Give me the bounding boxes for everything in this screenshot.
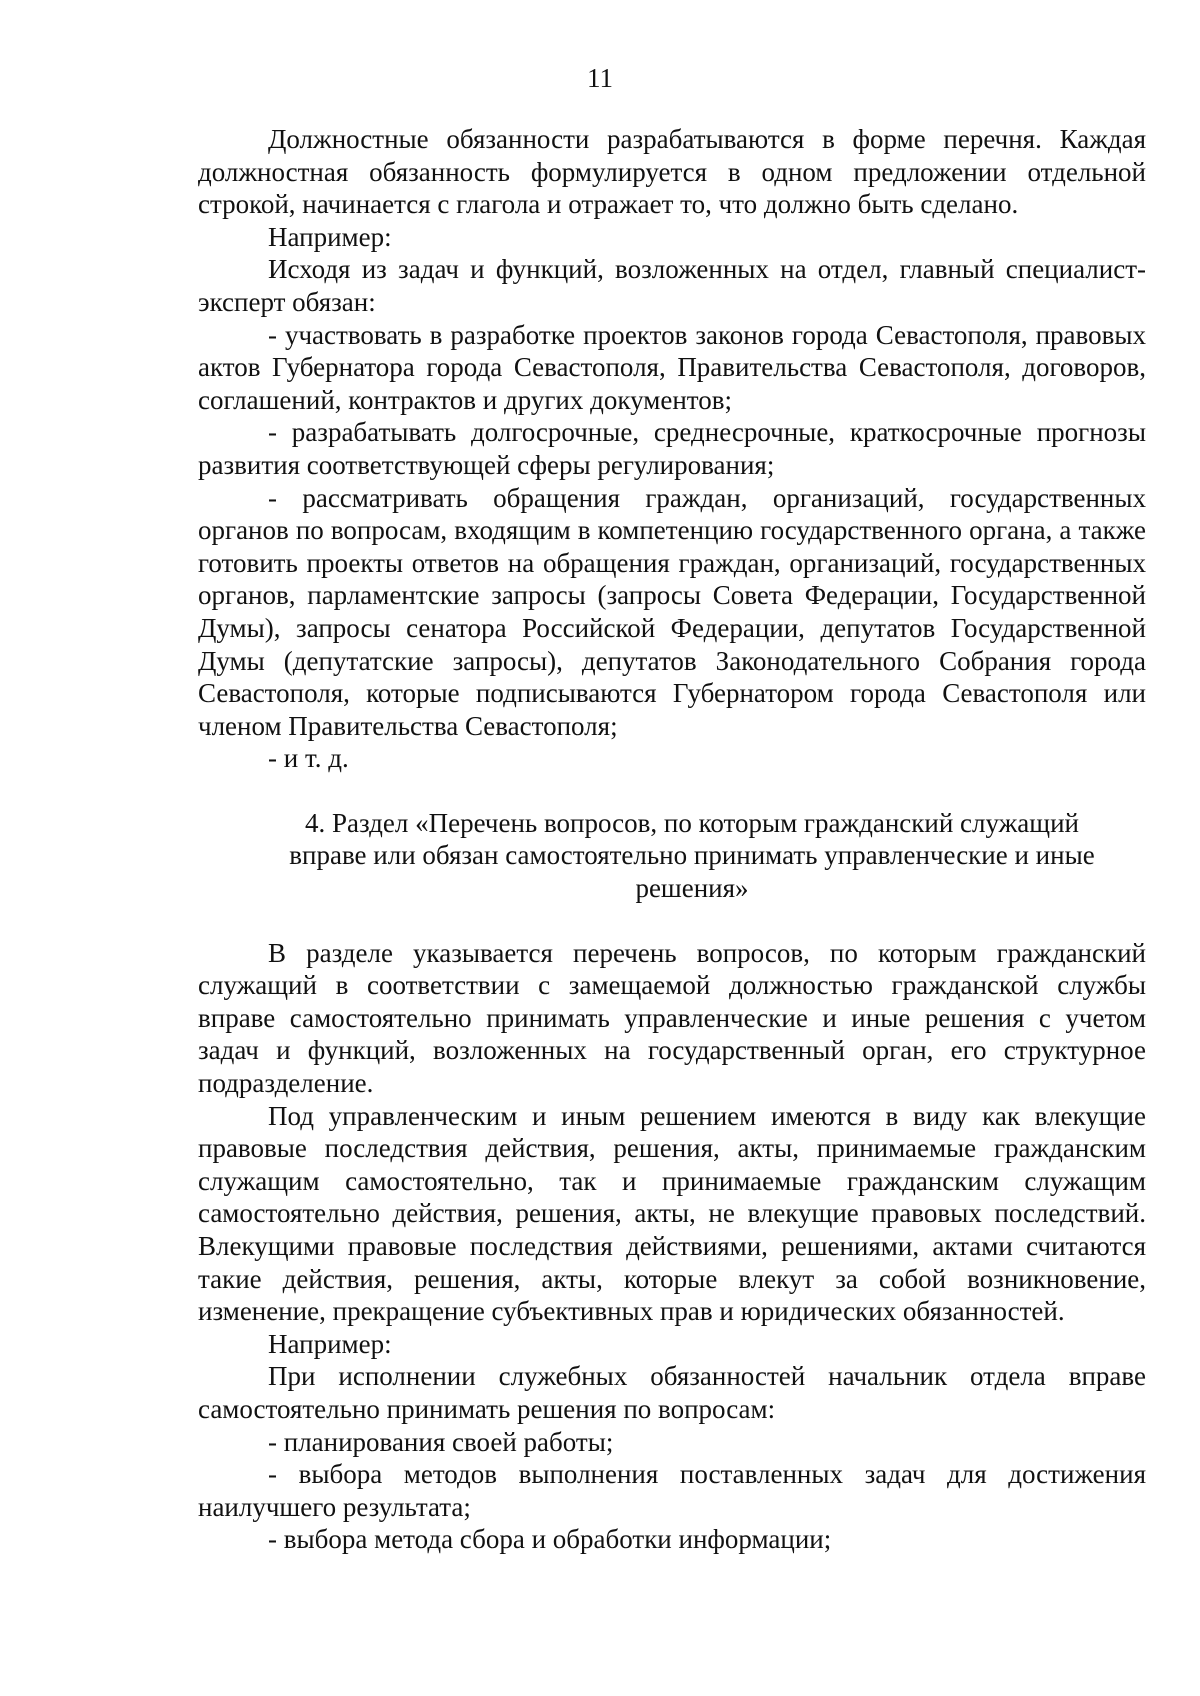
list-item-etc: - и т. д.	[268, 743, 349, 774]
list-item-participate: - участвовать в разработке проектов законов города Севастополя, правовых актов Губернатора города Севастополя, Правительства Севастополя, договоров, соглашений, контрактов и других документов;	[198, 319, 1146, 415]
page-number: 11	[587, 63, 613, 93]
section-heading-line-1: 4. Раздел «Перечень вопросов, по которым гражданский служащий	[305, 807, 1079, 838]
list-item-info-processing: - выбора метода сбора и обработки информации;	[268, 1524, 832, 1555]
list-item-methods: - выбора методов выполнения поставленных задач для достижения наилучшего результата;	[198, 1459, 1146, 1522]
paragraph-head-rights: При исполнении служебных обязанностей начальник отдела вправе самостоятельно принимать решения по вопросам:	[198, 1361, 1146, 1424]
document-body	[198, 123, 1146, 1556]
spacer	[198, 775, 1146, 807]
paragraph-decision-definition: Под управленческим и иным решением имеются в виду как влекущие правовые последствия действия, решения, акты, принимаемые гражданским служащим самостоятельно, так и принимаемые гражданским служащим самостоятельно действия, решения, акты, не влекущие правовых последствий. Влекущими правовые последствия действиями, решениями, актами считаются такие действия, решения, акты, которые влекут за собой возникновение, изменение, прекращение субъективных прав и юридических обязанностей.	[198, 1100, 1146, 1327]
paragraph-duties-format: Должностные обязанности разрабатываются в форме перечня. Каждая должностная обязанность формулируется в одном предложении отдельной строкой, начинается с глагола и отражает то, что должно быть сделано.	[198, 124, 1146, 220]
section-heading-line-3: решения»	[635, 873, 749, 904]
list-item-forecasts: - разрабатывать долгосрочные, среднесрочные, краткосрочные прогнозы развития соответствующей сферы регулирования;	[198, 417, 1146, 480]
paragraph-section-description: В разделе указывается перечень вопросов, по которым гражданский служащий в соответствии с замещаемой должностью гражданской службы вправе самостоятельно принимать управленческие и иные решения с учетом задач и функций, возложенных на государственный орган, его структурное подразделение.	[198, 937, 1146, 1099]
section-heading	[198, 807, 1146, 905]
paragraph-example-label-2: Например:	[268, 1328, 392, 1359]
spacer	[198, 905, 1146, 937]
section-heading-line-2: вправе или обязан самостоятельно принимать управленческие и иные	[289, 840, 1095, 871]
paragraph-duties-intro: Исходя из задач и функций, возложенных на отдел, главный специалист-эксперт обязан:	[198, 254, 1146, 317]
list-item-planning: - планирования своей работы;	[268, 1426, 614, 1457]
list-item-appeals: - рассматривать обращения граждан, организаций, государственных органов по вопросам, входящим в компетенцию государственного органа, а также готовить проекты ответов на обращения граждан, организаций, государственных органов, парламентские запросы (запросы Совета Федерации, Государственной Думы), запросы сенатора Российской Федерации, депутатов Государственной Думы (депутатские запросы), депутатов Законодательного Собрания города Севастополя, которые подписываются Губернатором города Севастополя или членом Правительства Севастополя;	[198, 482, 1146, 741]
paragraph-example-label: Например:	[268, 221, 392, 252]
